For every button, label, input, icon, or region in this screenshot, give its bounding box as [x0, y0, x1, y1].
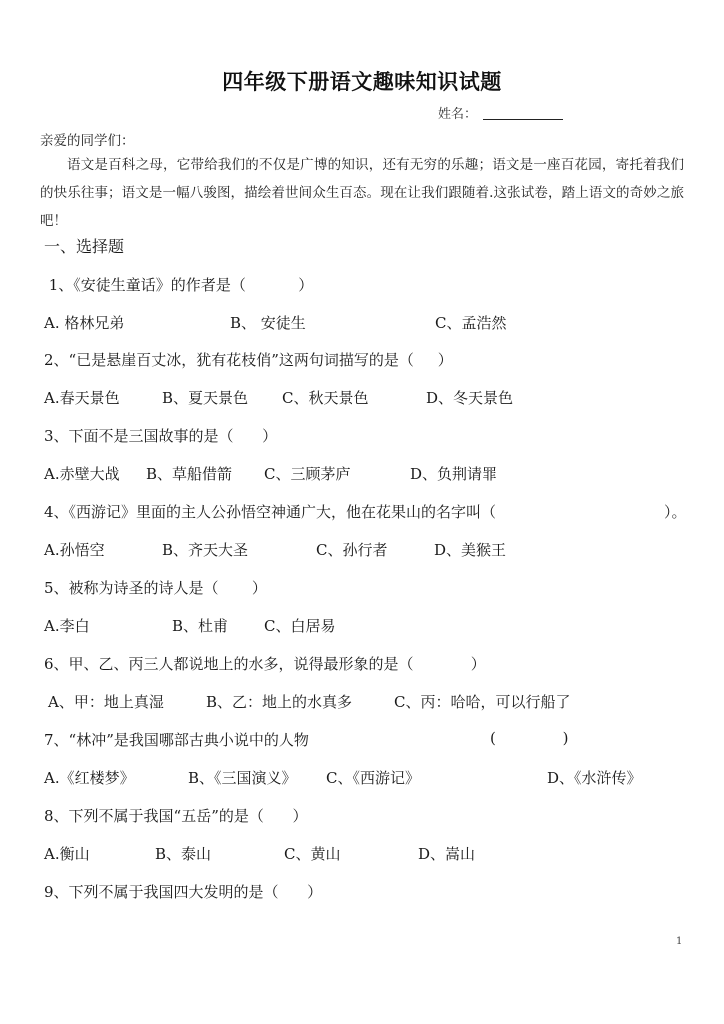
- q4-option-d: D、美猴王: [434, 541, 507, 559]
- q8-option-d: D、嵩山: [418, 845, 476, 863]
- q2-option-d: D、冬天景色: [426, 389, 514, 407]
- q4-option-b: B、齐天大圣: [162, 541, 249, 559]
- q7-option-c: C、《西游记》: [326, 769, 420, 787]
- name-field: [438, 103, 563, 122]
- q1-option-b: B、 安徒生: [230, 314, 306, 332]
- section-title: 一、选择题: [44, 237, 125, 256]
- q4-option-a: A.孙悟空: [44, 541, 105, 559]
- q1-option-c: C、孟浩然: [435, 314, 507, 332]
- q6-option-b: B、乙：地上的水真多: [206, 693, 353, 711]
- q8-option-a: A.衡山: [44, 845, 90, 863]
- q5-option-c: C、白居易: [264, 617, 336, 635]
- q3-option-a: A.赤壁大战: [44, 465, 120, 483]
- q4-option-c: C、孙行者: [316, 541, 388, 559]
- q1-option-a: A. 格林兄弟: [44, 314, 125, 332]
- q2-option-c: C、秋天景色: [282, 389, 369, 407]
- q7-option-a: A.《红楼梦》: [44, 769, 135, 787]
- question-5: 5、被称为诗圣的诗人是（ ）: [44, 579, 267, 597]
- question-8: 8、下列不属于我国“五岳”的是（ ）: [44, 807, 308, 825]
- question-1: 1、《安徒生童话》的作者是（ ）: [44, 276, 314, 294]
- q5-option-a: A.李白: [44, 617, 90, 635]
- question-9: 9、下列不属于我国四大发明的是（ ）: [44, 883, 323, 901]
- q2-option-a: A.春天景色: [44, 389, 120, 407]
- question-7-end: ( ): [490, 729, 569, 747]
- q3-option-c: C、三顾茅庐: [264, 465, 351, 483]
- page-number: 1: [676, 936, 683, 947]
- q6-option-c: C、丙：哈哈，可以行船了: [394, 693, 571, 711]
- question-7: 7、“林冲”是我国哪部古典小说中的人物: [44, 731, 309, 749]
- q3-option-b: B、草船借箭: [146, 465, 233, 483]
- question-4: 4、《西游记》里面的主人公孙悟空神通广大，他在花果山的名字叫（: [44, 503, 497, 521]
- q5-option-b: B、杜甫: [172, 617, 229, 635]
- question-3: 3、下面不是三国故事的是（ ）: [44, 427, 278, 445]
- page-title: 四年级下册语文趣味知识试题: [222, 70, 502, 94]
- question-6: 6、甲、乙、丙三人都说地上的水多，说得最形象的是（ ）: [44, 655, 486, 673]
- question-2: 2、“已是悬崖百丈冰，犹有花枝俏”这两句词描写的是（ ）: [44, 351, 453, 369]
- name-label: 姓名：: [438, 107, 478, 122]
- q2-option-b: B、夏天景色: [162, 389, 249, 407]
- q8-option-c: C、黄山: [284, 845, 341, 863]
- q6-option-a: A、甲：地上真湿: [48, 693, 164, 711]
- q8-option-b: B、泰山: [155, 845, 212, 863]
- q7-option-d: D、《水浒传》: [547, 769, 642, 787]
- name-blank[interactable]: [483, 107, 563, 120]
- intro-paragraph: 语文是百科之母，它带给我们的不仅是广博的知识，还有无穷的乐趣；语文是一座百花园，寄托着我们的快乐往事；语文是一幅八骏图，描绘着世间众生百态。现在让我们跟随着.这张试卷，踏上语文的奇妙之旅吧！: [40, 157, 684, 229]
- question-4-end: ）。: [664, 503, 687, 521]
- q7-option-b: B、《三国演义》: [188, 769, 297, 787]
- q3-option-d: D、负荆请罪: [410, 465, 498, 483]
- greeting: 亲爱的同学们：: [40, 133, 135, 149]
